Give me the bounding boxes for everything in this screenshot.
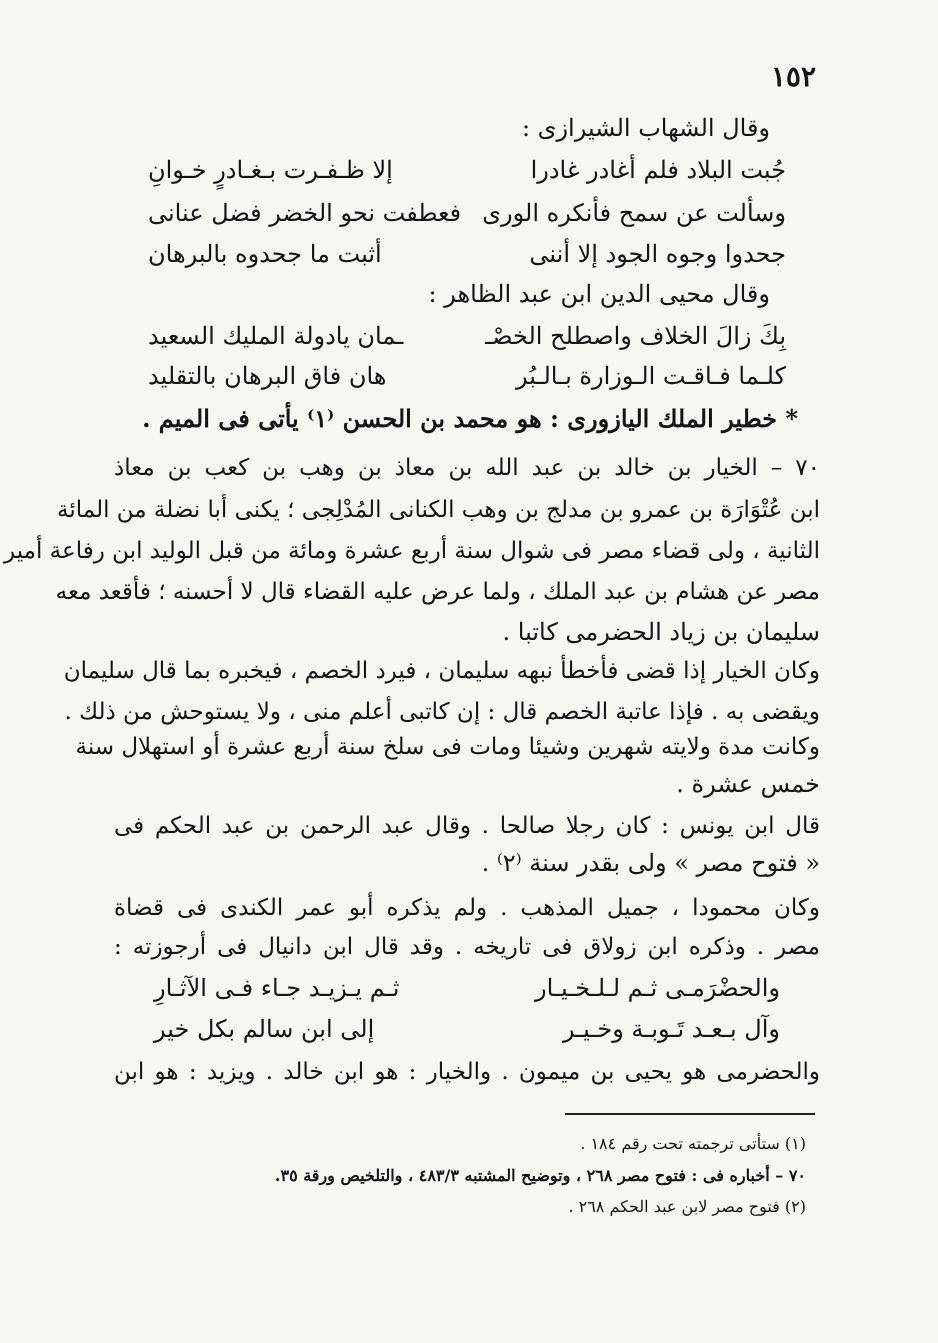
body-line: وكان الخيار إذا قضى فأخطأ نبهه سليمان ، فيرد الخصم ، فيخبره بما قال سليمان <box>63 658 820 684</box>
verse-right: وآل بـعـد تَـوبـة وخـيـر <box>562 1015 780 1043</box>
verse-right: بِكَ زالَ الخلاف واصطلح الخصْـ <box>485 322 786 350</box>
footnote: (٢) فتوح مصر لابن عبد الحكم ٢٦٨ . <box>568 1197 806 1216</box>
intro-line: وقال محيى الدين ابن عبد الظاهر : <box>428 280 770 308</box>
verse-left: ثـم يـزيـد جـاء فـى الآثـارِ <box>154 974 400 1002</box>
verse-right: جحدوا وجوه الجود إلا أننى <box>529 240 786 268</box>
page-number: ١٥٢ <box>770 60 816 93</box>
body-line: وكان محمودا ، جميل المذهب . ولم يذكره أبو عمر الكندى فى قضاة <box>114 895 820 921</box>
verse-left: إلا ظـفـرت بـغـادرٍ خـوانِ <box>148 156 393 184</box>
footnote: (١) ستأتى ترجمته تحت رقم ١٨٤ . <box>580 1134 806 1153</box>
verse-left: أثبت ما جحدوه بالبرهان <box>148 240 382 268</box>
body-line: والحضرمى هو يحيى بن ميمون . والخيار : هو ابن خالد . ويزيد : هو ابن <box>114 1059 820 1085</box>
footnote-separator <box>565 1113 815 1115</box>
body-line: سليمان بن زياد الحضرمى كاتبا . <box>502 618 820 646</box>
verse-left: ـمان يادولة المليك السعيد <box>148 322 404 350</box>
body-line: قال ابن يونس : كان رجلا صالحا . وقال عبد الرحمن بن عبد الحكم فى <box>114 813 820 839</box>
verse-right: وسألت عن سمح فأنكره الورى <box>482 199 786 227</box>
body-line: مصر عن هشام بن عبد الملك ، ولما عرض عليه القضاء قال لا أحسنه ؛ فأقعد معه <box>55 579 820 605</box>
body-line: ٧٠ – الخيار بن خالد بن عبد الله بن معاذ بن وهب بن كعب بن معاذ <box>114 455 820 481</box>
verse-left: هان فاق البرهان بالتقليد <box>148 362 387 390</box>
body-line: ويقضى به . فإذا عاتبة الخصم قال : إن كاتبى أعلم منى ، ولا يستوحش من ذلك . <box>64 699 820 725</box>
intro-line: وقال الشهاب الشيرازى : <box>521 114 770 142</box>
body-line: ابن عُتْوَارَة بن عمرو بن مدلج بن وهب الكنانى المُدْلِجى ؛ يكنى أبا نضلة من المائة <box>57 497 820 523</box>
body-line: وكانت مدة ولايته شهرين وشيئا ومات فى سلخ سنة أربع عشرة أو استهلال سنة <box>75 734 820 760</box>
footnote: ٧٠ – أخباره فى : فتوح مصر ٢٦٨ ، وتوضيح المشتبه ٤٨٣/٣ ، والتلخيص ورقة ٣٥. <box>274 1166 806 1185</box>
verse-right: كلـما فـاقـت الـوزارة بـالـبُر <box>515 362 786 390</box>
body-line: خمس عشرة . <box>676 770 820 798</box>
verse-right: جُبت البلاد فلم أغادر غادرا <box>530 156 786 184</box>
verse-right: والحضْرَمـى ثـم لـلـخـيـار <box>535 974 780 1002</box>
body-line: مصر . وذكره ابن زولاق فى تاريخه . وقد قال ابن دانيال فى أرجوزته : <box>114 934 820 960</box>
verse-left: فعطفت نحو الخضر فضل عنانى <box>148 199 462 227</box>
body-line: الثانية ، ولى قضاء مصر فى شوال سنة أربع عشرة ومائة من قبل الوليد ابن رفاعة أمير <box>4 538 820 564</box>
entry-heading: * خطير الملك اليازورى : هو محمد بن الحسن ⁽١⁾ يأتى فى الميم . <box>142 404 798 433</box>
verse-left: إلى ابن سالم بكل خير <box>154 1015 375 1043</box>
body-line: « فتوح مصر » ولى بقدر سنة ⁽٢⁾ . <box>481 849 820 877</box>
